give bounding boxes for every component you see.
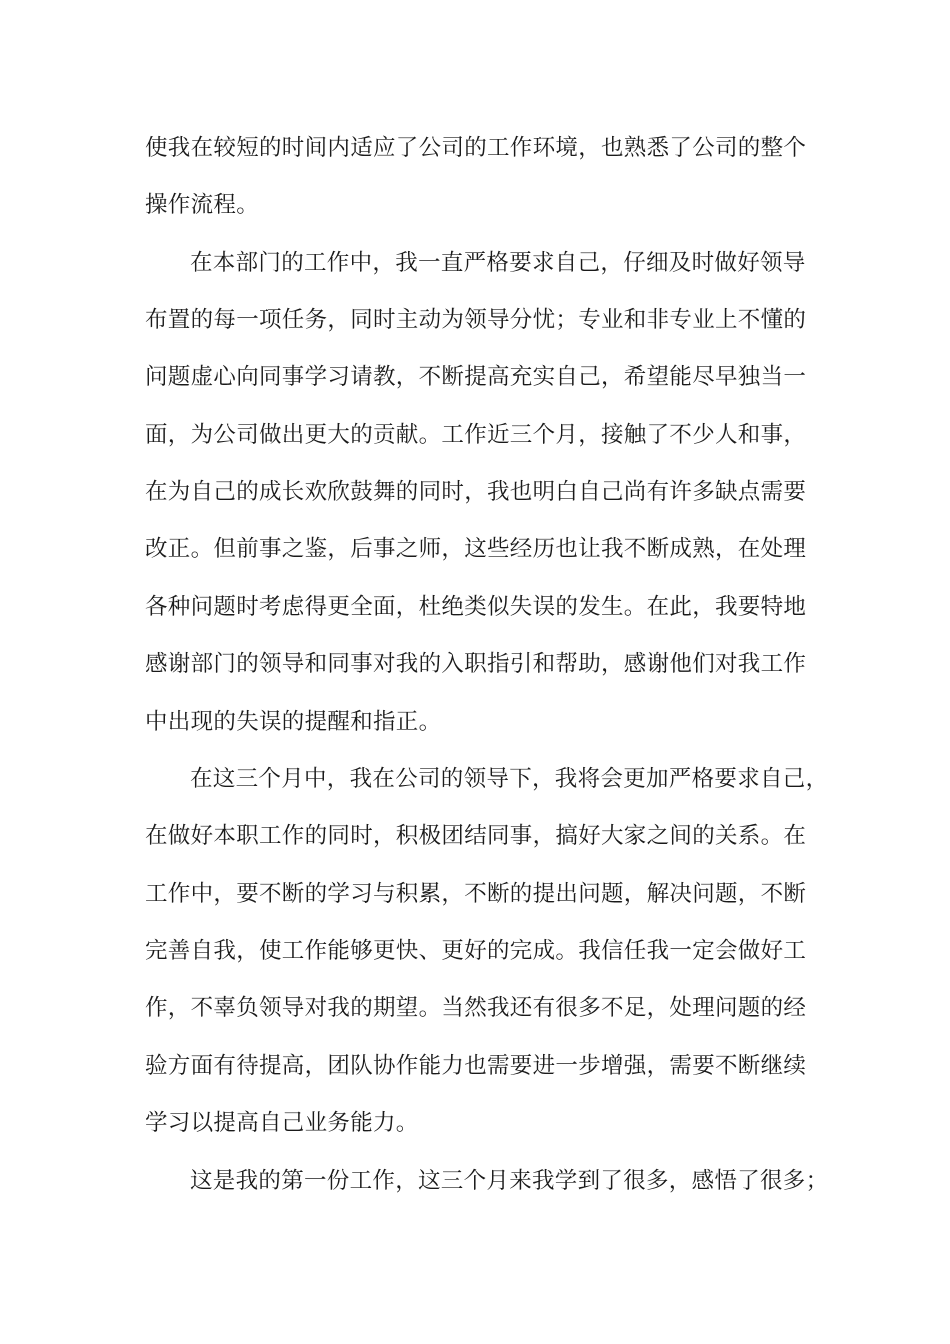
text-line: 改正。但前事之鉴，后事之师，这些经历也让我不断成熟，在处理 bbox=[145, 536, 807, 562]
text-line: 面，为公司做出更大的贡献。工作近三个月，接触了不少人和事， bbox=[145, 422, 807, 448]
text-line: 作，不辜负领导对我的期望。当然我还有很多不足，处理问题的经 bbox=[145, 995, 807, 1021]
paragraph-first-line: 这是我的第一份工作，这三个月来我学到了很多，感悟了很多； bbox=[190, 1168, 829, 1194]
text-line: 完善自我，使工作能够更快、更好的完成。我信任我一定会做好工 bbox=[145, 938, 807, 964]
text-line: 中出现的失误的提醒和指正。 bbox=[145, 709, 442, 735]
text-line: 各种问题时考虑得更全面，杜绝类似失误的发生。在此，我要特地 bbox=[145, 594, 807, 620]
text-line: 操作流程。 bbox=[145, 192, 260, 218]
text-line: 在为自己的成长欢欣鼓舞的同时，我也明白自己尚有许多缺点需要 bbox=[145, 479, 807, 505]
paragraph-first-line: 在本部门的工作中，我一直严格要求自己，仔细及时做好领导 bbox=[190, 250, 806, 276]
text-line: 学习以提高自己业务能力。 bbox=[145, 1110, 419, 1136]
text-line: 感谢部门的领导和同事对我的入职指引和帮助，感谢他们对我工作 bbox=[145, 651, 807, 677]
text-line: 使我在较短的时间内适应了公司的工作环境，也熟悉了公司的整个 bbox=[145, 135, 807, 161]
text-line: 在做好本职工作的同时，积极团结同事，搞好大家之间的关系。在 bbox=[145, 823, 807, 849]
text-line: 验方面有待提高，团队协作能力也需要进一步增强，需要不断继续 bbox=[145, 1053, 807, 1079]
paragraph-first-line: 在这三个月中，我在公司的领导下，我将会更加严格要求自己， bbox=[190, 766, 829, 792]
text-line: 布置的每一项任务，同时主动为领导分忧；专业和非专业上不懂的 bbox=[145, 307, 807, 333]
text-line: 问题虚心向同事学习请教，不断提高充实自己，希望能尽早独当一 bbox=[145, 364, 807, 390]
text-line: 工作中，要不断的学习与积累，不断的提出问题，解决问题，不断 bbox=[145, 881, 807, 907]
